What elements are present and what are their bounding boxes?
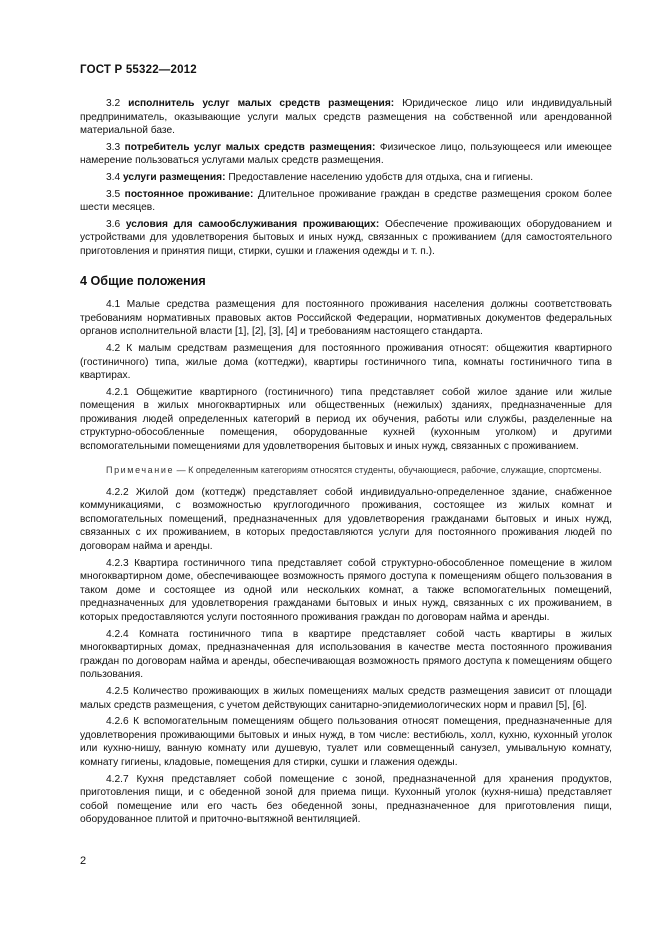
paragraph-4-2-5: 4.2.5 Количество проживающих в жилых помещениях малых средств размещения зависит от площади малых средств размещения, с учетом действующих санитарно-эпидемиологических норм и правил [5], [6].: [80, 685, 612, 711]
section-title: 4 Общие положения: [80, 273, 206, 288]
definition-3-3: 3.3 потребитель услуг малых средств размещения: Физическое лицо, пользующееся или имеющее намерение пользоваться услугами малых средств размещения.: [80, 141, 612, 167]
definition-term: потребитель услуг малых средств размещения:: [124, 141, 376, 153]
definition-term: условия для самообслуживания проживающих:: [125, 218, 380, 230]
definition-term: постоянное проживание:: [124, 188, 254, 200]
paragraph-4-1: 4.1 Малые средства размещения для постоянного проживания населения должны соответствовать требованиям нормативных правовых актов Российской Федерации, нормативных документов федеральных органов исполнительной власти [1], [2], [3], [4] и требованиям настоящего стандарта.: [80, 299, 612, 338]
paragraph-4-2-1: 4.2.1 Общежитие квартирного (гостиничного) типа представляет собой жилое здание или жилые помещения в жилых многоквартирных или общественных (нежилых) зданиях, предназначенные для проживания людей определенных категорий в период их обучения, работы или службы, разделенные на структурно-обособленные помещения, оборудованные кухней (кухонным уголком) и другими вспомогательными помещениями для удовлетворения бытовых и иных нужд, связанных с проживанием.: [80, 386, 612, 453]
definition-3-6: 3.6 условия для самообслуживания проживающих: Обеспечение проживающих оборудованием и устройствами для удовлетворения бытовых и иных нужд, связанных с проживанием (для самостоятельного приготовления и принятия пищи, стирки, сушки и глажения одежды и т. п.).: [80, 218, 612, 257]
definition-term: исполнитель услуг малых средств размещения:: [128, 98, 395, 109]
paragraph-4-2-6: 4.2.6 К вспомогательным помещениям общего пользования относят помещения, предназначенные для удовлетворения проживающими бытовых и иных нужд, в том числе: вестибюль, холл, кухню, кухонный уголок или кухню-нишу, ванную комнату или душевую, туалет или совмещенный санузел, умывальную комнату, комнату гигиены, кладовые, помещения для стирки, сушки и глажения одежды.: [80, 716, 612, 768]
paragraph-4-2-3: 4.2.3 Квартира гостиничного типа представляет собой структурно-обособленное помещение в жилом многоквартирном доме, обеспечивающее возможность прямого доступа к помещениям общего пользования в таком доме и состоящее из одной или нескольких комнат, а также вспомогательных помещений, предназначенных для удовлетворения гражданами бытовых и иных нужд, связанных с их проживанием, в которых предоставляются услуги постоянного проживания граждан по договорам найма и аренды.: [80, 557, 612, 623]
note-label: Примечание: [106, 464, 175, 475]
definition-3-5: 3.5 постоянное проживание: Длительное проживание граждан в средстве размещения сроком более шести месяцев.: [80, 188, 613, 214]
note-text: — К определенным категориям относятся студенты, обучающиеся, рабочие, служащие, спортсмены.: [176, 464, 602, 475]
standard-header: ГОСТ Р 55322—2012: [80, 64, 197, 76]
document-body: [80, 97, 612, 830]
definition-term: услуги размещения:: [123, 171, 226, 183]
paragraph-4-2-7: 4.2.7 Кухня представляет собой помещение с зоной, предназначенной для хранения продуктов, приготовления пищи, и с обеденной зоной для приема пищи. Кухонный уголок (кухня-ниша) представляет собой помещение или его часть без обеденной зоны, предназначенное для приготовления пищи, оборудованное плитой и приточно-вытяжной вентиляцией.: [80, 773, 612, 826]
note: [80, 464, 612, 476]
definition-3-2: 3.2 исполнитель услуг малых средств размещения: Юридическое лицо или индивидуальный предприниматель, оказывающие услуги малых средств размещения на собственной или арендованной материальной базе.: [80, 98, 612, 137]
page-number: 2: [80, 855, 87, 867]
paragraph-4-2-2: 4.2.2 Жилой дом (коттедж) представляет собой индивидуально-определенное здание, снабженное коммуникациями, с возможностью круглогодичного проживания, состоящее из жилых комнат и вспомогательных помещений, предназначенных для удовлетворения гражданами бытовых и иных нужд, связанных с их проживанием, в которых предоставляются услуги для постоянного проживания людей по договорам найма и аренды.: [80, 486, 612, 553]
paragraph-4-2: 4.2 К малым средствам размещения для постоянного проживания относят: общежития квартирного (гостиничного) типа, жилые дома (коттеджи), квартиры гостиничного типа, комнаты гостиничного типа в квартирах.: [80, 342, 612, 382]
paragraph-4-2-4: 4.2.4 Комната гостиничного типа в квартире представляет собой часть квартиры в жилых многоквартирных домах, предназначенная для использования в качестве места постоянного проживания граждан по договорам найма и аренды, обеспечивающая возможность прямого доступа к помещениям общего пользования.: [80, 628, 612, 681]
definition-3-4: 3.4 услуги размещения: Предоставление населению удобств для отдыха, сна и гигиены.: [106, 171, 534, 183]
